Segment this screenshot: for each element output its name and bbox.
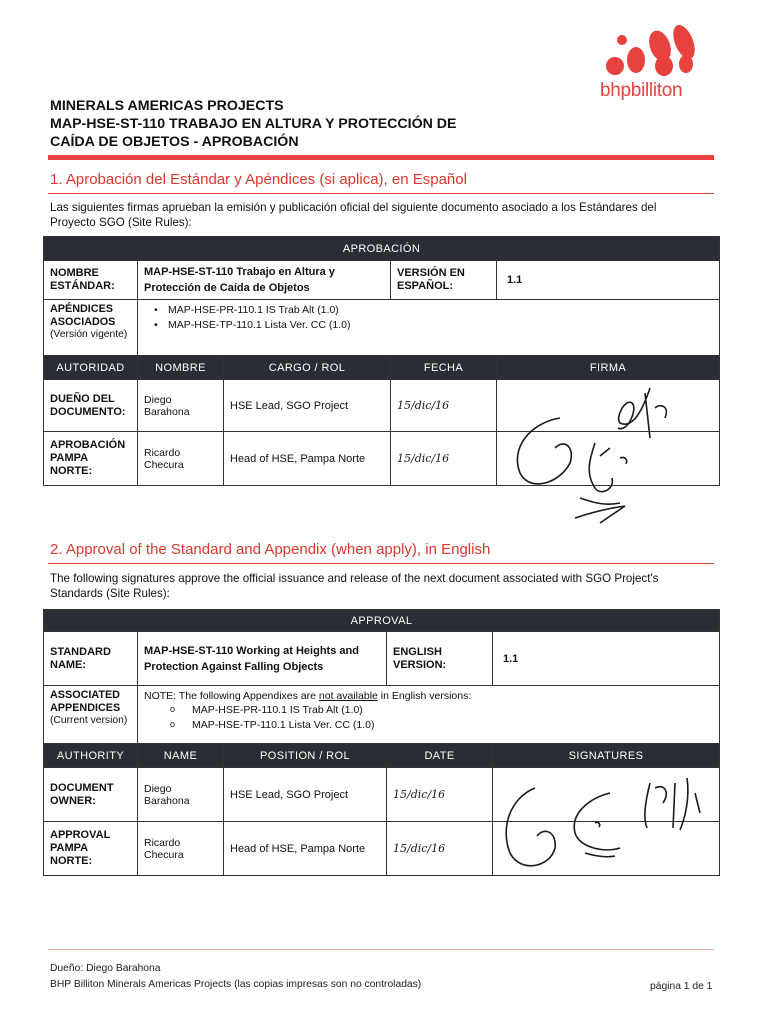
- standard-name-label: NOMBRE ESTÁNDAR:: [44, 261, 138, 300]
- column-header-signature: SIGNATURES: [493, 744, 720, 768]
- version-label: VERSIÓN EN ESPAÑOL:: [391, 261, 497, 300]
- appendix-label-cell: [44, 686, 138, 744]
- version-value: 1.1: [493, 632, 720, 686]
- name-cell: Diego Barahona: [138, 768, 224, 822]
- approval-table-es: [43, 236, 720, 486]
- section-1-rule: [48, 193, 714, 194]
- header-line-3: CAÍDA DE OBJETOS - APROBACIÓN: [50, 134, 299, 150]
- table-row: [44, 768, 720, 822]
- footer-owner: Dueño: Diego Barahona: [50, 963, 161, 974]
- standard-name-value: MAP-HSE-ST-110 Working at Heights and Protection Against Falling Objects: [138, 632, 387, 686]
- standard-name-value: MAP-HSE-ST-110 Trabajo en Altura y Protección de Caída de Objetos: [138, 261, 391, 300]
- appendix-label: ASSOCIATED APPENDICES: [50, 689, 121, 714]
- appendix-sublabel: (Current version): [50, 715, 128, 726]
- table-row: [44, 380, 720, 432]
- signature-cell: [493, 822, 720, 876]
- list-item: • MAP-HSE-TP-110.1 Lista Ver. CC (1.0): [158, 318, 713, 333]
- name-cell: Diego Barahona: [138, 380, 224, 432]
- date-cell: 15/dic/16: [387, 822, 493, 876]
- appendix-list: [144, 703, 713, 733]
- signature-cell: [493, 768, 720, 822]
- standard-name-label: STANDARD NAME:: [44, 632, 138, 686]
- table-header-approval: APROBACIÓN: [44, 237, 720, 261]
- table-header-approval: APPROVAL: [44, 610, 720, 632]
- approval-table-en: [43, 609, 720, 876]
- list-item: o MAP-HSE-PR-110.1 IS Trab Alt (1.0): [158, 703, 713, 718]
- column-header-date: FECHA: [391, 356, 497, 380]
- name-cell: Ricardo Checura: [138, 432, 224, 486]
- table-row: [44, 432, 720, 486]
- column-header-authority: AUTORIDAD: [44, 356, 138, 380]
- table-row: [44, 822, 720, 876]
- authority-cell: APPROVAL PAMPA NORTE:: [44, 822, 138, 876]
- date-cell: 15/dic/16: [387, 768, 493, 822]
- version-value: 1.1: [497, 261, 720, 300]
- appendix-list: [144, 303, 713, 333]
- signature-cell: [497, 432, 720, 486]
- column-header-authority: AUTHORITY: [44, 744, 138, 768]
- role-cell: Head of HSE, Pampa Norte: [224, 432, 391, 486]
- date-cell: 15/dic/16: [391, 380, 497, 432]
- section-2-intro: The following signatures approve the official issuance and release of the next document associated with SGO Project's Standards (Site Rules):: [50, 572, 659, 600]
- column-header-role: CARGO / ROL: [224, 356, 391, 380]
- note-underlined: not available: [318, 690, 378, 702]
- appendix-sublabel: (Versión vigente): [50, 329, 128, 340]
- appendix-label-cell: [44, 300, 138, 356]
- role-cell: HSE Lead, SGO Project: [224, 768, 387, 822]
- appendix-label: APÉNDICES ASOCIADOS: [50, 303, 116, 328]
- document-header: [50, 97, 457, 151]
- logo-text: bhpbilliton: [600, 80, 683, 101]
- section-2-title: 2. Approval of the Standard and Appendix (when apply), in English: [50, 541, 491, 558]
- section-1-intro: Las siguientes firmas aprueban la emisión y publicación oficial del siguiente documento asociado a los Estándares del Proyecto SGO (Site Rules):: [50, 201, 657, 229]
- logo-mark-icon: [600, 18, 718, 80]
- footer-company: BHP Billiton Minerals Americas Projects (las copias impresas son no controladas): [50, 979, 422, 990]
- authority-cell: DUEÑO DEL DOCUMENTO:: [44, 380, 138, 432]
- section-2-rule: [48, 563, 714, 564]
- column-header-signature: FIRMA: [497, 356, 720, 380]
- column-header-name: NAME: [138, 744, 224, 768]
- column-header-name: NOMBRE: [138, 356, 224, 380]
- column-header-role: POSITION / ROL: [224, 744, 387, 768]
- header-line-2: MAP-HSE-ST-110 TRABAJO EN ALTURA Y PROTECCIÓN DE: [50, 116, 457, 132]
- header-divider: [48, 155, 714, 160]
- note-prefix: NOTE: The following Appendixes are: [144, 690, 319, 702]
- appendix-list-cell: [138, 686, 720, 744]
- bhpbilliton-logo: [600, 18, 718, 104]
- date-cell: 15/dic/16: [391, 432, 497, 486]
- list-item: • MAP-HSE-PR-110.1 IS Trab Alt (1.0): [158, 303, 713, 318]
- signature-cell: [497, 380, 720, 432]
- appendix-note: [144, 689, 713, 703]
- note-suffix: in English versions:: [377, 690, 472, 702]
- authority-cell: DOCUMENT OWNER:: [44, 768, 138, 822]
- header-line-1: MINERALS AMERICAS PROJECTS: [50, 98, 284, 114]
- name-cell: Ricardo Checura: [138, 822, 224, 876]
- role-cell: HSE Lead, SGO Project: [224, 380, 391, 432]
- list-item: o MAP-HSE-TP-110.1 Lista Ver. CC (1.0): [158, 718, 713, 733]
- page-number: página 1 de 1: [650, 981, 713, 992]
- footer-divider: [48, 949, 714, 950]
- role-cell: Head of HSE, Pampa Norte: [224, 822, 387, 876]
- appendix-list-cell: [138, 300, 720, 356]
- authority-cell: APROBACIÓN PAMPA NORTE:: [44, 432, 138, 486]
- section-1-title: 1. Aprobación del Estándar y Apéndices (si aplica), en Español: [50, 171, 467, 188]
- column-header-date: DATE: [387, 744, 493, 768]
- version-label: ENGLISH VERSION:: [387, 632, 493, 686]
